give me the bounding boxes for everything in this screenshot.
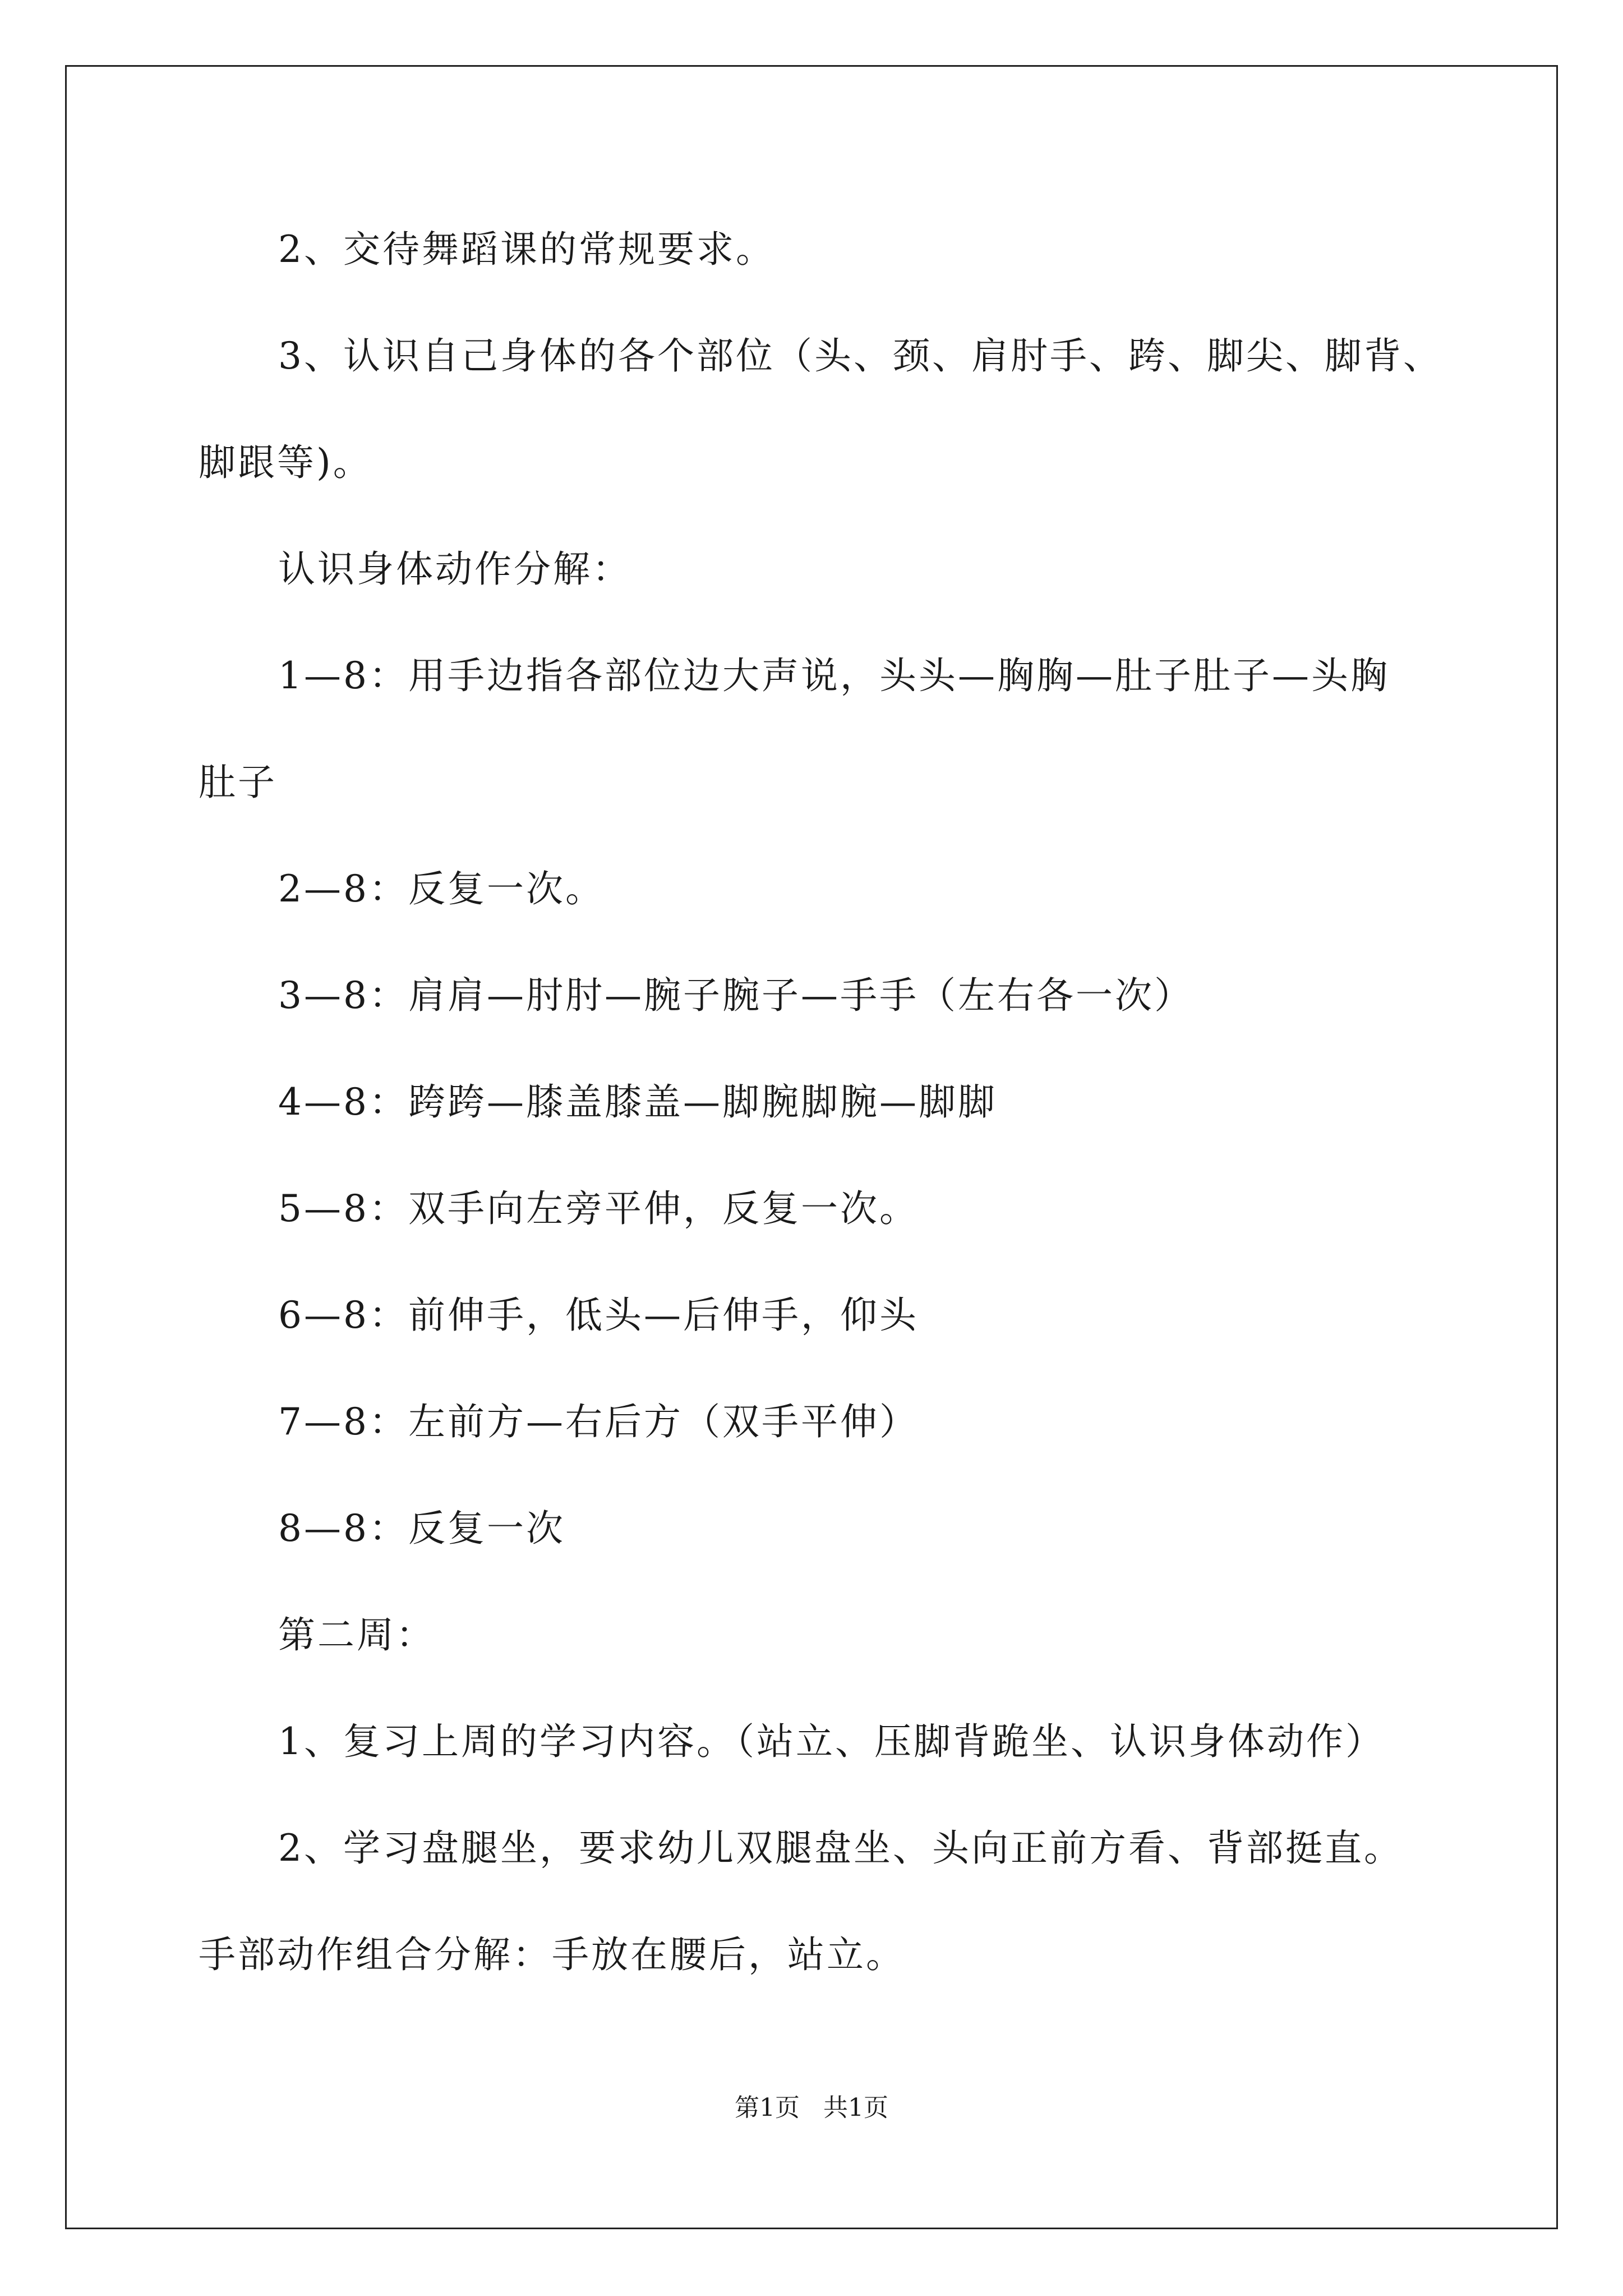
- text-line: 肚子: [199, 761, 277, 804]
- text-line: 1—8：用手边指各部位边大声说，头头—胸胸—肚子肚子—头胸: [278, 654, 1390, 697]
- text-line: 3、认识自己身体的各个部位（头、颈、肩肘手、跨、脚尖、脚背、: [278, 334, 1442, 378]
- text-line: 脚跟等)。: [199, 441, 372, 484]
- text-line: 2、交待舞蹈课的常规要求。: [278, 228, 775, 271]
- text-line: 6—8：前伸手，低头—后伸手，仰头: [278, 1294, 919, 1337]
- text-line: 手部动作组合分解：手放在腰后，站立。: [199, 1933, 905, 1976]
- text-line: 7—8：左前方—右后方（双手平伸）: [278, 1400, 919, 1443]
- page-border: [65, 65, 1558, 2229]
- text-line: 第二周：: [278, 1613, 435, 1657]
- text-line: 5—8：双手向左旁平伸，反复一次。: [278, 1187, 919, 1230]
- text-line: 4—8：跨跨—膝盖膝盖—脚腕脚腕—脚脚: [278, 1080, 997, 1124]
- text-line: 2、学习盘腿坐，要求幼儿双腿盘坐、头向正前方看、背部挺直。: [278, 1826, 1403, 1870]
- page-footer: 第1页 共1页: [735, 2093, 888, 2122]
- text-line: 2—8：反复一次。: [278, 867, 605, 910]
- text-line: 8—8：反复一次: [278, 1507, 565, 1550]
- text-line: 1、复习上周的学习内容。（站立、压脚背跪坐、认识身体动作）: [278, 1720, 1385, 1763]
- text-line: 3—8：肩肩—肘肘—腕子腕子—手手（左右各一次）: [278, 974, 1193, 1017]
- text-line: 认识身体动作分解：: [278, 547, 631, 591]
